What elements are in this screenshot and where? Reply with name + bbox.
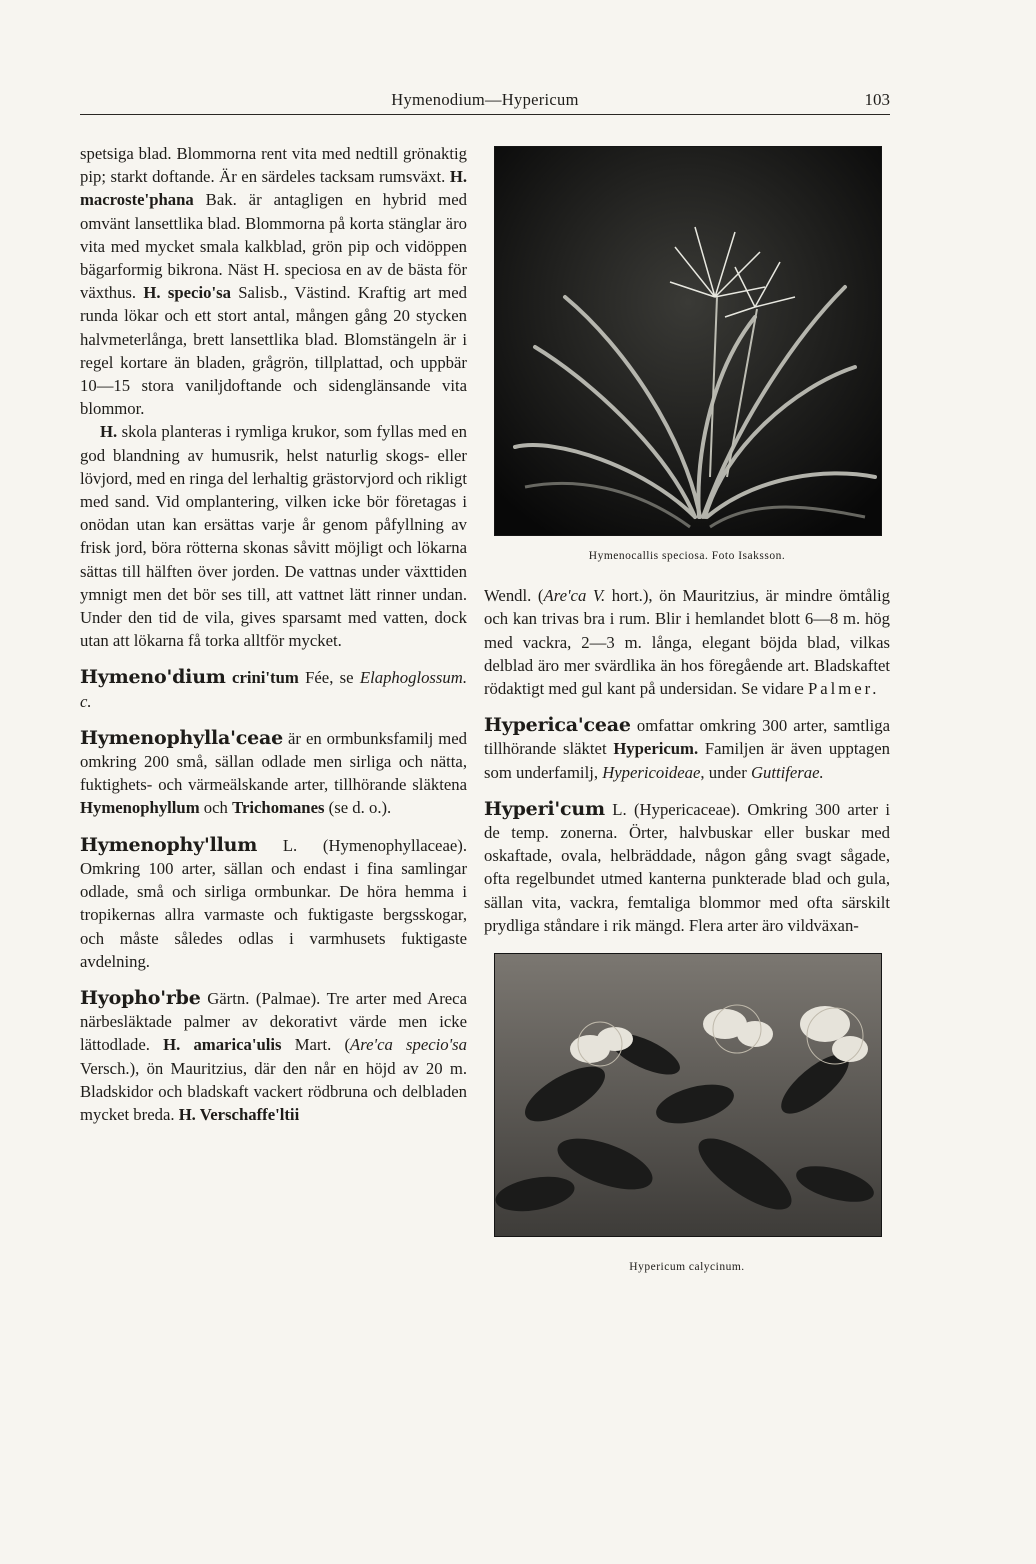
page-number: 103 (864, 90, 890, 109)
headword: Hyperica'ceae (484, 714, 631, 737)
headword: Hymeno'dium (80, 666, 226, 689)
headword: Hymenophy'llum (80, 833, 258, 856)
hymenocallis-continuation: spetsiga blad. Blommorna rent vita med nedtill grönaktig pip; starkt doftande. Är en särdeles tacksam rumsväxt. H. macroste'phana Bak. är antagligen en hybrid med omvänt lansettlika blad. Blommorna på korta stänglar äro vita med mycket smala kalkblad, grön pip och vidöppen bägarformig bikrona. Näst H. speciosa en av de bästa för växthus. H. specio'sa Salisb., Västind. Kraftig art med runda lökar och ett stort antal, mången gång 20 stycken halvmeterlånga, brett lansettlika blad. Blomstängeln är i regel kortare än bladen, grågrön, tillplattad, och uppbär 10—15 stora vaniljdoftande och sidenglänsande vita blommor. (80, 144, 467, 419)
hypericum-photo (494, 953, 882, 1237)
photo-caption-hymenocallis: Hymenocallis speciosa. Foto Isaksson. (588, 550, 786, 562)
hymenocallis-photo (494, 146, 882, 536)
entry-hypericaceae: Hyperica'ceae omfattar omkring 300 arter, samtliga tillhörande släktet Hypericum. Familjen är även upptagen som underfamilj, Hypericoideae, under Guttiferae. (484, 714, 890, 782)
cultivation-paragraph: H. skola planteras i rymliga krukor, som fyllas med en god blandning av humusrik, helst naturlig skogs- eller lövjord, med en ringa del lerhaltig grästorvjord och rikligt med sand. Vid omplantering, vilken icke bör företagas i onödan utan kan ersättas varje år genom påfyllning av frisk jord, böra rötterna skonas såvitt möjligt och lökarna sättas till hälften över jorden. De vattnas under växttiden ymnigt men det bör ses till, att vattnet lätt rinner undan. Under den tid de vila, gives sparsamt med vatten, dock utan att lökarna få torka alltför mycket. (80, 422, 467, 651)
headword: Hymenophylla'ceae (80, 726, 284, 749)
running-title: Hymenodium—Hypericum (391, 90, 579, 109)
entry-hymenophyllum: Hymenophy'llum L. (Hymenophyllaceae). Omkring 100 arter, sällan och endast i fina samlingar odlade, små och sirliga ormbunkar. De höra hemma i tropikernas allra varmaste och fuktigaste bergsskogar, och måste således odlas i varmhusets fuktigaste avdelning. (80, 833, 467, 971)
right-column (484, 142, 890, 1295)
photo-caption-hypericum: Hypericum calycinum. (629, 1261, 745, 1274)
hyophorbe-continuation: Wendl. (Are'ca V. hort.), ön Mauritzius, är mindre ömtålig och kan trivas bra i rum. Blir i hemlandet blott 6—8 m. hög med vackra, 2—3 m. långa, elegant böjda blad, vilkas delblad äro mer svärdlika än hos föregående art. Bladskaftet rödaktigt med gul kant på undersidan. Se vidare Palmer. (484, 586, 891, 699)
headword: Hyopho'rbe (80, 986, 201, 1009)
page-header (80, 88, 890, 115)
entry-hypericum: Hyperi'cum L. (Hypericaceae). Omkring 300 arter i de temp. zonerna. Örter, halvbuskar eller buskar med oskaftade, ovala, helbräddade, någon gång svagt sågade, ofta regelbundet utmed kanterna punkterade blad och gula, sällan vita, vackra, femtaliga blommor med ofta särskilt prydliga ståndare i rik mängd. Flera arter äro vildväxan- (484, 797, 890, 935)
entry-hymenodium: Hymeno'dium crini'tum Fée, se Elaphoglossum. c. (80, 666, 467, 711)
left-column (80, 142, 467, 1126)
headword: Hyperi'cum (484, 797, 605, 820)
entry-hyophorbe: Hyopho'rbe Gärtn. (Palmae). Tre arter med Areca närbesläktade palmer av dekorativt värde men icke lättodlade. H. amarica'ulis Mart. (Are'ca specio'sa Versch.), ön Mauritzius, där den når en höjd av 20 m. Bladskidor och bladskaft vackert rödbruna och delbladen mycket breda. H. Verschaffe'ltii (80, 986, 468, 1124)
entry-hymenophyllaceae: Hymenophylla'ceae är en ormbunksfamilj med omkring 200 små, sällan odlade men sirliga och nätta, fuktighets- och värmeälskande arter, tillhörande släktena Hymenophyllum och Trichomanes (se d. o.). (80, 726, 467, 818)
